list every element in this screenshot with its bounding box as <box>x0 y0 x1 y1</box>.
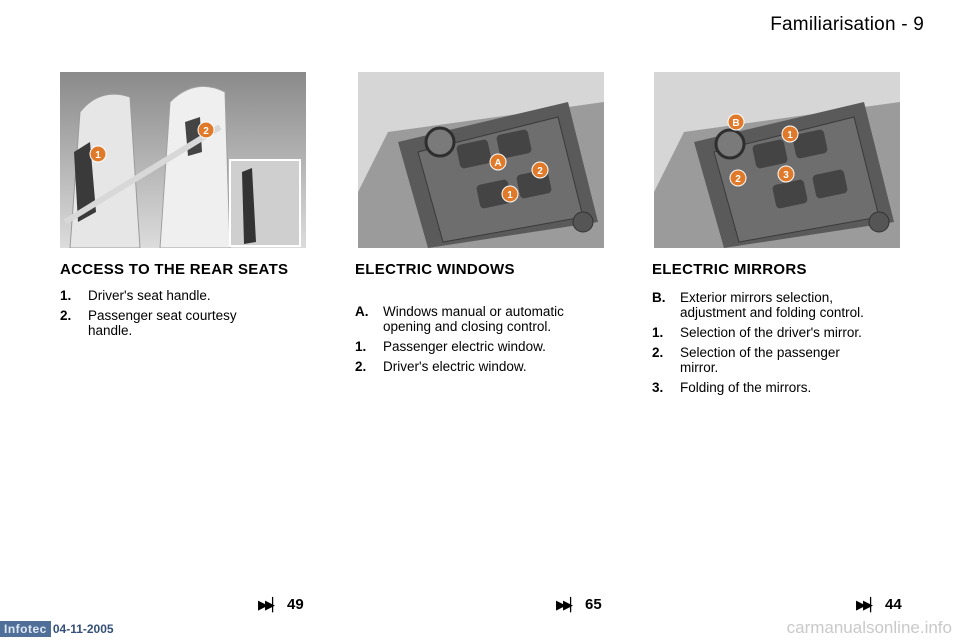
print-date: 04-11-2005 <box>52 622 114 636</box>
reference-page-number: 65 <box>585 596 602 613</box>
item-text: Selection of the passenger mirror. <box>680 345 840 375</box>
electric-mirrors-section <box>652 262 900 400</box>
photo-label: 1 <box>95 150 101 161</box>
list-item <box>355 359 603 374</box>
fast-forward-icon: ▶▶▏ <box>258 596 279 612</box>
page-reference-link[interactable] <box>856 596 902 613</box>
item-text: Selection of the driver's mirror. <box>680 325 862 340</box>
list-item <box>355 304 603 334</box>
photo-label: 1 <box>507 190 513 201</box>
item-number: 2. <box>355 359 367 374</box>
item-text: Windows manual or automatic opening and closing control. <box>383 304 564 334</box>
list-item <box>60 288 308 303</box>
photo-label: 1 <box>787 130 793 141</box>
item-number: 3. <box>652 380 664 395</box>
item-text: Passenger electric window. <box>383 339 546 354</box>
item-text: Driver's seat handle. <box>88 288 211 303</box>
page-number: 9 <box>913 14 924 35</box>
item-text: Exterior mirrors selection, adjustment and folding control. <box>680 290 864 320</box>
section-heading: ACCESS TO THE REAR SEATS <box>60 261 289 278</box>
photo-label: A <box>494 158 502 169</box>
section-title: Familiarisation <box>770 14 896 35</box>
photo-label: 2 <box>735 174 741 185</box>
item-number: 2. <box>60 308 72 323</box>
item-text: Folding of the mirrors. <box>680 380 812 395</box>
item-text: Passenger seat courtesy handle. <box>88 308 237 338</box>
mirror-controls-photo <box>654 72 900 248</box>
reference-page-number: 49 <box>287 596 304 613</box>
list-item <box>60 308 308 338</box>
window-controls-photo <box>358 72 604 248</box>
list-item <box>355 339 603 354</box>
brand-logo: Infotec <box>0 621 51 637</box>
list-item <box>652 345 900 375</box>
page-reference-link[interactable] <box>556 596 602 613</box>
item-number: 1. <box>60 288 72 303</box>
item-number: B. <box>652 290 666 305</box>
watermark: carmanualsonline.info <box>786 618 952 637</box>
list-item <box>652 290 900 320</box>
photo-label: 3 <box>783 170 789 181</box>
item-number: 1. <box>355 339 367 354</box>
item-number: 2. <box>652 345 664 360</box>
item-number: 1. <box>652 325 664 340</box>
list-item <box>652 380 900 395</box>
electric-windows-section <box>355 262 603 379</box>
fast-forward-icon: ▶▶▏ <box>556 596 577 612</box>
rear-seats-section <box>60 262 308 343</box>
page-reference-link[interactable] <box>258 596 304 613</box>
photo-label: B <box>732 118 740 129</box>
photo-label: 2 <box>203 126 209 137</box>
photo-label: 2 <box>537 166 543 177</box>
section-heading: ELECTRIC WINDOWS <box>355 261 515 278</box>
fast-forward-icon: ▶▶▏ <box>856 596 877 612</box>
item-number: A. <box>355 304 369 319</box>
section-heading: ELECTRIC MIRRORS <box>652 261 807 278</box>
reference-page-number: 44 <box>885 596 902 613</box>
page-header <box>770 14 924 36</box>
rear-seats-photo <box>60 72 306 248</box>
list-item <box>652 325 900 340</box>
item-text: Driver's electric window. <box>383 359 527 374</box>
footer <box>0 621 114 637</box>
header-separator: - <box>895 14 914 35</box>
